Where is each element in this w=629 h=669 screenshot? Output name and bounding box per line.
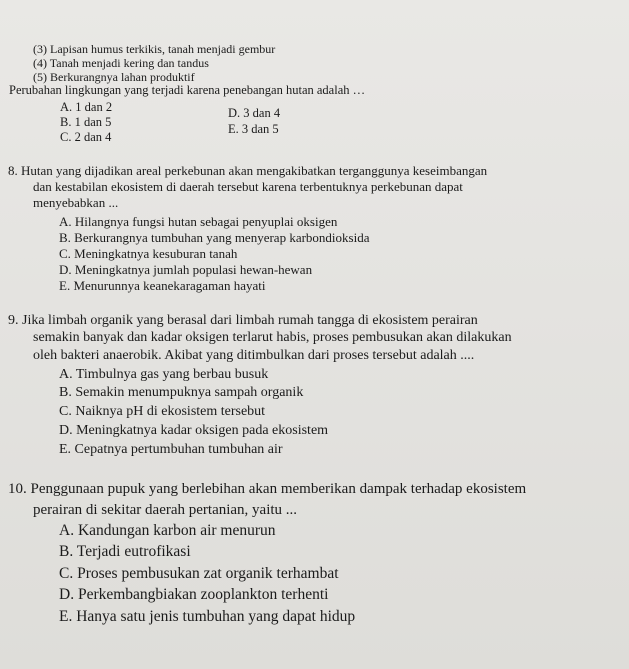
q10-line-1: 10. Penggunaan pupuk yang berlebihan akan memberikan dampak terhadap ekosistem: [8, 481, 527, 497]
q8-option-c: C. Meningkatnya kesuburan tanah: [59, 246, 238, 261]
q8-line-1: 8. Hutan yang dijadikan areal perkebunan akan mengakibatkan terganggunya keseimbangan: [8, 163, 488, 178]
q10-line-2: perairan di sekitar daerah pertanian, yaitu ...: [33, 502, 298, 518]
q9-line-1: 9. Jika limbah organik yang berasal dari limbah rumah tangga di ekosistem perairan: [8, 313, 478, 328]
q9-option-e: E. Cepatnya pertumbuhan tumbuhan air: [59, 442, 283, 457]
q10-option-b: B. Terjadi eutrofikasi: [59, 543, 191, 560]
q9-option-c: C. Naiknya pH di ekosistem tersebut: [59, 404, 266, 419]
statement-5: (5) Berkurangnya lahan produktif: [33, 70, 195, 84]
option-c: C. 2 dan 4: [60, 130, 112, 144]
q8-option-d: D. Meningkatnya jumlah populasi hewan-hewan: [59, 262, 313, 277]
q8-line-2: dan kestabilan ekosistem di daerah tersebut karena terbentuknya perkebunan dapat: [33, 179, 463, 194]
q8-option-b: B. Berkurangnya tumbuhan yang menyerap karbondioksida: [59, 230, 370, 245]
question-text: Perubahan lingkungan yang terjadi karena penebangan hutan adalah …: [9, 83, 366, 97]
q10-option-c: C. Proses pembusukan zat organik terhambat: [59, 565, 339, 582]
q9-line-2: semakin banyak dan kadar oksigen terlarut habis, proses pembusukan akan dilakukan: [33, 330, 512, 345]
q10-option-e: E. Hanya satu jenis tumbuhan yang dapat hidup: [59, 608, 356, 625]
q9-option-a: A. Timbulnya gas yang berbau busuk: [59, 367, 269, 382]
q8-line-3: menyebabkan ...: [33, 195, 119, 210]
option-d: D. 3 dan 4: [228, 106, 281, 120]
q8-option-e: E. Menurunnya keanekaragaman hayati: [59, 278, 266, 293]
option-e: E. 3 dan 5: [228, 122, 279, 136]
q8-option-a: A. Hilangnya fungsi hutan sebagai penyuplai oksigen: [59, 214, 338, 229]
statement-3: (3) Lapisan humus terkikis, tanah menjadi gembur: [33, 42, 276, 56]
statement-4: (4) Tanah menjadi kering dan tandus: [33, 56, 209, 70]
q10-option-d: D. Perkembangbiakan zooplankton terhenti: [59, 586, 329, 603]
q9-option-d: D. Meningkatnya kadar oksigen pada ekosistem: [59, 423, 329, 438]
option-b: B. 1 dan 5: [60, 115, 112, 129]
option-a: A. 1 dan 2: [60, 100, 113, 114]
q9-line-3: oleh bakteri anaerobik. Akibat yang ditimbulkan dari proses tersebut adalah ....: [33, 348, 475, 363]
q10-option-a: A. Kandungan karbon air menurun: [59, 522, 276, 539]
q9-option-b: B. Semakin menumpuknya sampah organik: [59, 385, 304, 400]
